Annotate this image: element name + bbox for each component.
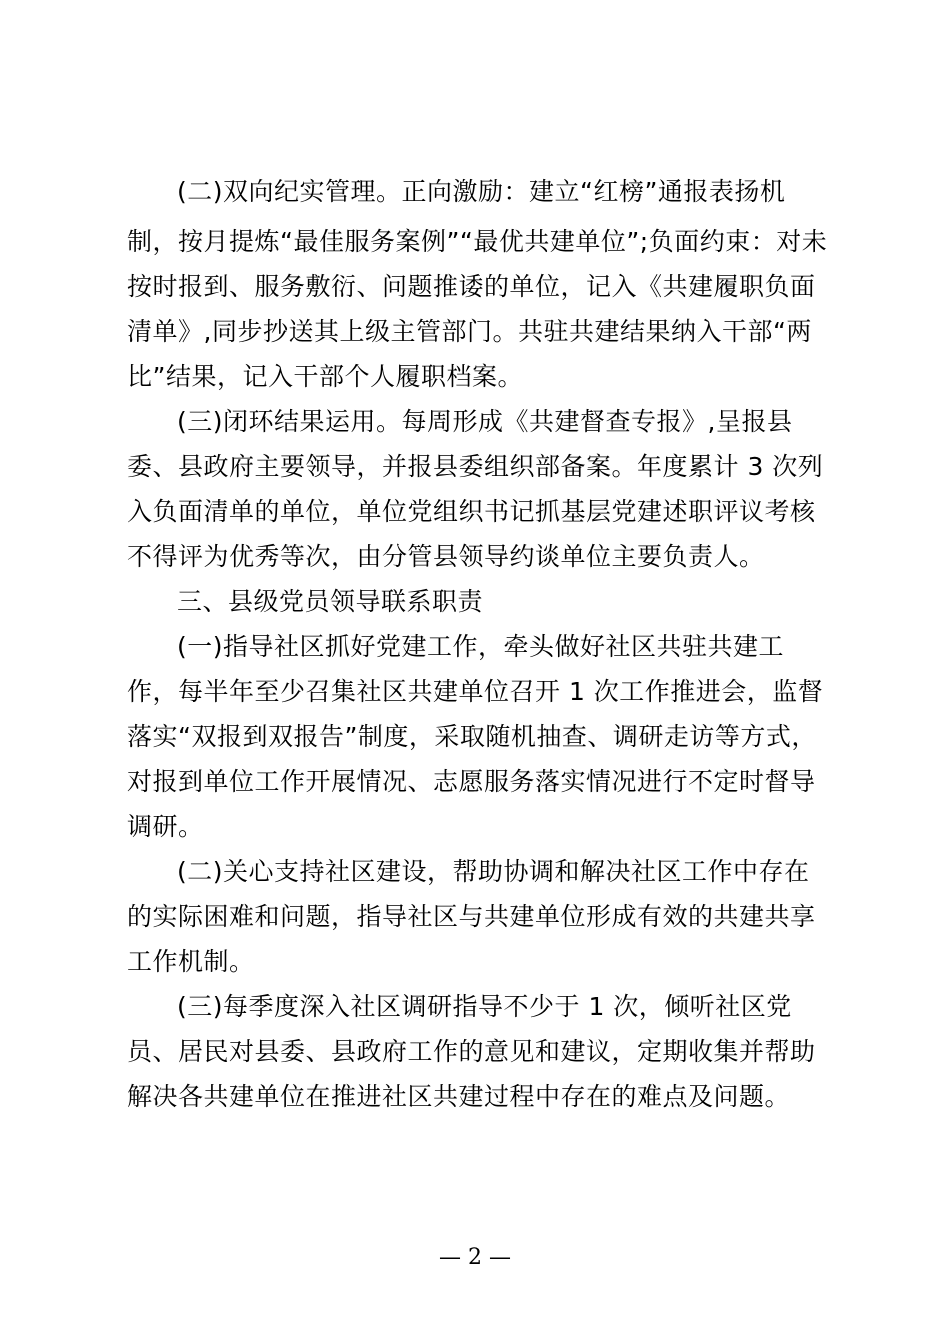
text-line: 调研。 xyxy=(127,812,204,841)
text-line: (三)闭环结果运用。每周形成《共建督查专报》,呈报县 xyxy=(177,407,793,436)
text-line: 委、县政府主要领导，并报县委组织部备案。年度累计 3 次列 xyxy=(127,452,824,481)
text-line: 制，按月提炼“最佳服务案例”“最优共建单位”;负面约束：对未 xyxy=(127,227,828,256)
text-line: 不得评为优秀等次，由分管县领导约谈单位主要负责人。 xyxy=(127,542,765,571)
text-line: (二)双向纪实管理。正向激励：建立“红榜”通报表扬机 xyxy=(177,177,786,206)
text-line: 清单》,同步抄送其上级主管部门。共驻共建结果纳入干部“两 xyxy=(127,317,812,346)
text-line: 比”结果，记入干部个人履职档案。 xyxy=(127,362,523,391)
text-line: 解决各共建单位在推进社区共建过程中存在的难点及问题。 xyxy=(127,1082,791,1111)
text-line: 工作机制。 xyxy=(127,947,255,976)
text-line: 对报到单位工作开展情况、志愿服务落实情况进行不定时督导 xyxy=(127,767,816,796)
text-line: 员、居民对县委、县政府工作的意见和建议，定期收集并帮助 xyxy=(127,1037,816,1066)
page-number: — 2 — xyxy=(439,1245,511,1270)
text-line: 作，每半年至少召集社区共建单位召开 1 次工作推进会，监督 xyxy=(127,677,824,706)
text-line: (二)关心支持社区建设，帮助协调和解决社区工作中存在 xyxy=(177,857,810,886)
text-line: 入负面清单的单位，单位党组织书记抓基层党建述职评议考核 xyxy=(127,497,816,526)
text-line: 的实际困难和问题，指导社区与共建单位形成有效的共建共享 xyxy=(127,902,816,931)
section-heading: 三、县级党员领导联系职责 xyxy=(177,587,484,616)
text-line: (一)指导社区抓好党建工作，牵头做好社区共驻共建工 xyxy=(177,632,785,661)
text-line: (三)每季度深入社区调研指导不少于 1 次，倾听社区党 xyxy=(177,992,792,1021)
text-line: 落实“双报到双报告”制度，采取随机抽查、调研走访等方式， xyxy=(127,722,817,751)
text-line: 按时报到、服务敷衍、问题推诿的单位，记入《共建履职负面 xyxy=(127,272,816,301)
